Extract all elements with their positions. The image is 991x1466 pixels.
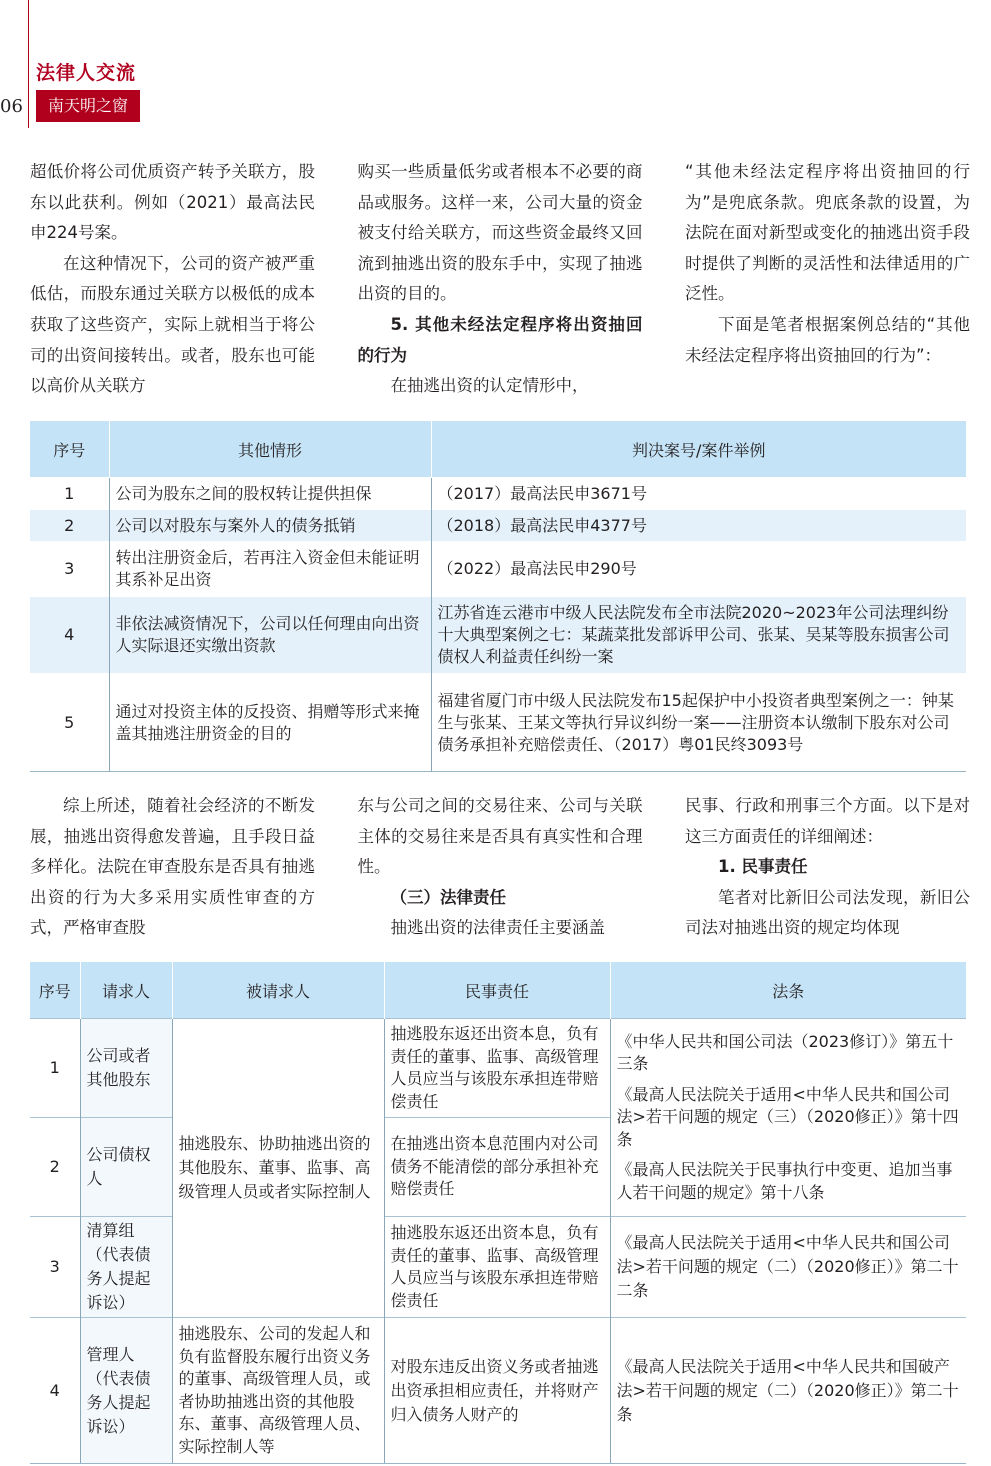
row-situation: 转出注册资金后，若再注入资金但未能证明其系补足出资 [109, 542, 431, 597]
header-no: 序号 [30, 421, 109, 478]
table-row [30, 1318, 966, 1464]
text-column-1 [30, 791, 315, 944]
row-case: （2022）最高法民申290号 [431, 542, 966, 597]
row-no: 4 [30, 1318, 80, 1464]
top-text-columns [30, 157, 970, 402]
header-liability: 民事责任 [384, 962, 610, 1019]
row-case: 江苏省连云港市中级人民法院发布全市法院2020~2023年公司法理纠纷十大典型案例之七：某蔬菜批发部诉甲公司、张某、吴某等股东损害公司债权人利益责任纠纷一案 [431, 597, 966, 674]
row-case: 福建省厦门市中级人民法院发布15起保护中小投资者典型案例之一：钟某生与张某、王某文等执行异议纠纷一案——注册资本认缴制下股东对公司债务承担补充赔偿责任、（2017）粤01民终3093号 [431, 674, 966, 772]
subheading: 1. 民事责任 [718, 857, 808, 877]
row-law: 《最高人民法院关于适用<中华人民共和国破产法>若干问题的规定（二）（2020修正）》第二十条 [610, 1318, 966, 1464]
row-liability: 在抽逃出资本息范围内对公司债务不能清偿的部分承担补充赔偿责任 [384, 1118, 610, 1217]
header-respondent: 被请求人 [172, 962, 384, 1019]
paragraph: 抽逃出资的法律责任主要涵盖 [390, 918, 605, 938]
civil-liability-table [30, 962, 966, 1464]
law-item: 《最高人民法院关于适用<中华人民共和国公司法>若干问题的规定（三）（2020修正）》第十四条 [616, 1084, 959, 1149]
page-number: 06 [0, 96, 23, 117]
row-liability: 对股东违反出资义务或者抽逃出资承担相应责任，并将财产归入债务人财产的 [384, 1318, 610, 1464]
row-liability: 抽逃股东返还出资本息，负有责任的董事、监事、高级管理人员应当与该股东承担连带赔偿责任 [384, 1217, 610, 1318]
subheading: （三）法律责任 [390, 887, 506, 907]
text-column-3 [685, 791, 970, 944]
row-law [610, 1019, 966, 1217]
row-no: 3 [30, 542, 109, 597]
row-law: 《最高人民法院关于适用<中华人民共和国公司法>若干问题的规定（二）（2020修正）》第二十二条 [610, 1217, 966, 1318]
text-column-3 [685, 157, 970, 402]
law-item: 《最高人民法院关于民事执行中变更、追加当事人若干问题的规定》第十八条 [616, 1160, 953, 1202]
header-case: 判决案号/案件举例 [431, 421, 966, 478]
row-claimant: 管理人（代表债务人提起诉讼） [80, 1318, 172, 1464]
table-row [30, 510, 966, 542]
row-liability: 抽逃股东返还出资本息，负有责任的董事、监事、高级管理人员应当与该股东承担连带赔偿责任 [384, 1019, 610, 1118]
table-row [30, 542, 966, 597]
row-claimant: 公司或者其他股东 [80, 1019, 172, 1118]
header-claimant: 请求人 [80, 962, 172, 1019]
row-claimant: 公司债权人 [80, 1118, 172, 1217]
row-no: 1 [30, 1019, 80, 1118]
paragraph: 笔者对比新旧公司法发现，新旧公司法对抽逃出资的规定均体现 [685, 887, 970, 938]
header-no: 序号 [30, 962, 80, 1019]
paragraph: 民事、行政和刑事三个方面。以下是对这三方面责任的详细阐述： [685, 796, 970, 846]
header-rule [28, 0, 29, 128]
paragraph: 下面是笔者根据案例总结的“其他未经法定程序将出资抽回的行为”： [685, 314, 970, 365]
table-row [30, 1019, 966, 1118]
row-no: 5 [30, 674, 109, 772]
text-column-2 [358, 157, 643, 402]
paragraph: 在抽逃出资的认定情形中， [390, 376, 589, 396]
paragraph: 超低价将公司优质资产转予关联方，股东以此获利。例如（2021）最高法民申224号案。 [30, 162, 315, 243]
table-row [30, 1217, 966, 1318]
table-header-row [30, 421, 966, 478]
paragraph: 东与公司之间的交易往来、公司与关联主体的交易往来是否具有真实性和合理性。 [357, 796, 643, 877]
table-row [30, 478, 966, 510]
row-no: 4 [30, 597, 109, 674]
row-respondent: 抽逃股东、协助抽逃出资的其他股东、董事、监事、高级管理人员或者实际控制人 [172, 1019, 384, 1318]
paragraph: 综上所述，随着社会经济的不断发展，抽逃出资得愈发普遍，且手段日益多样化。法院在审查股东是否具有抽逃出资的行为大多采用实质性审查的方式，严格审查股 [30, 796, 315, 938]
paragraph: “其他未经法定程序将出资抽回的行为”是兜底条款。兜底条款的设置，为法院在面对新型或变化的抽逃出资手段时提供了判断的灵活性和法律适用的广泛性。 [685, 162, 970, 304]
subheading: 5. 其他未经法定程序将出资抽回的行为 [357, 314, 643, 365]
other-situations-table [30, 421, 966, 772]
column-banner: 南天明之窗 [36, 90, 140, 122]
law-item: 《中华人民共和国公司法（2023修订）》第五十三条 [616, 1031, 954, 1074]
header-situation: 其他情形 [109, 421, 431, 478]
section-title: 法律人交流 [36, 62, 137, 84]
header-law: 法条 [610, 962, 966, 1019]
row-situation: 公司以对股东与案外人的债务抵销 [109, 510, 431, 542]
row-no: 2 [30, 1118, 80, 1217]
paragraph: 在这种情况下，公司的资产被严重低估，而股东通过关联方以极低的成本获取了这些资产，实际上就相当于将公司的出资间接转出。或者，股东也可能以高价从关联方 [30, 253, 315, 396]
row-no: 1 [30, 478, 109, 510]
table-header-row [30, 962, 966, 1019]
table-row [30, 597, 966, 674]
row-situation: 通过对投资主体的反投资、捐赠等形式来掩盖其抽逃注册资金的目的 [109, 674, 431, 772]
row-case: （2017）最高法民申3671号 [431, 478, 966, 510]
text-column-2 [358, 791, 643, 944]
row-claimant: 清算组（代表债务人提起诉讼） [80, 1217, 172, 1318]
paragraph: 购买一些质量低劣或者根本不必要的商品或服务。这样一来，公司大量的资金被支付给关联方，而这些资金最终又回流到抽逃出资的股东手中，实现了抽逃出资的目的。 [357, 162, 643, 304]
row-no: 3 [30, 1217, 80, 1318]
table-row [30, 674, 966, 772]
mid-text-columns [30, 791, 970, 944]
row-situation: 非依法减资情况下，公司以任何理由向出资人实际退还实缴出资款 [109, 597, 431, 674]
text-column-1 [30, 157, 315, 402]
row-respondent: 抽逃股东、公司的发起人和负有监督股东履行出资义务的董事、高级管理人员，或者协助抽逃出资的其他股东、董事、高级管理人员、实际控制人等 [172, 1318, 384, 1464]
row-situation: 公司为股东之间的股权转让提供担保 [109, 478, 431, 510]
row-no: 2 [30, 510, 109, 542]
row-case: （2018）最高法民申4377号 [431, 510, 966, 542]
